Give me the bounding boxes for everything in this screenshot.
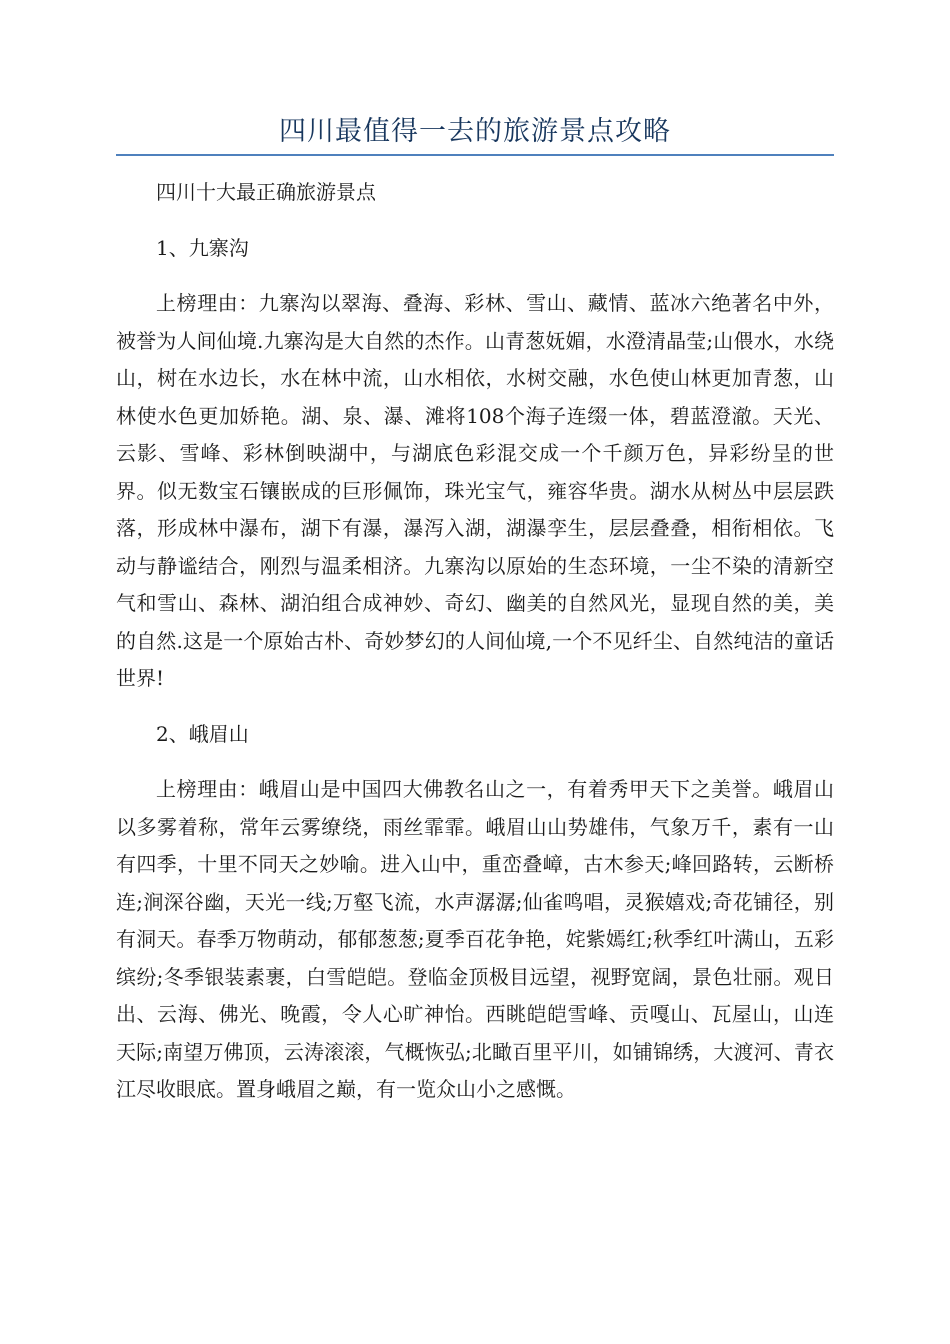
document-body [116, 174, 834, 1109]
document-subtitle: 四川十大最正确旅游景点 [156, 180, 376, 204]
document-title: 四川最值得一去的旅游景点攻略 [279, 116, 671, 147]
section-body-emeishan: 上榜理由：峨眉山是中国四大佛教名山之一，有着秀甲天下之美誉。峨眉山以多雾着称，常年云雾缭绕，雨丝霏霏。峨眉山山势雄伟，气象万千，素有一山有四季，十里不同天之妙喻。进入山中，重峦叠嶂，古木参天;峰回路转，云断桥连;涧深谷幽，天光一线;万壑飞流，水声潺潺;仙雀鸣唱，灵猴嬉戏;奇花铺径，别有洞天。春季万物萌动，郁郁葱葱;夏季百花争艳，姹紫嫣红;秋季红叶满山，五彩缤纷;冬季银装素裹，白雪皑皑。登临金顶极目远望，视野宽阔，景色壮丽。观日出、云海、佛光、晚霞，令人心旷神怡。西眺皑皑雪峰、贡嘎山、瓦屋山，山连天际;南望万佛顶，云涛滚滚，气概恢弘;北瞰百里平川，如铺锦绣，大渡河、青衣江尽收眼底。置身峨眉之巅，有一览众山小之感慨。 [116, 777, 834, 1101]
title-underline [116, 154, 834, 156]
section-heading-jiuzhaigou: 1、九寨沟 [156, 235, 249, 260]
section-body-jiuzhaigou: 上榜理由：九寨沟以翠海、叠海、彩林、雪山、藏情、蓝冰六绝著名中外，被誉为人间仙境.九寨沟是大自然的杰作。山青葱妩媚，水澄清晶莹;山偎水，水绕山，树在水边长，水在林中流，山水相依，水树交融，水色使山林更加青葱，山林使水色更加娇艳。湖、泉、瀑、滩将108个海子连缀一体，碧蓝澄澈。天光、云影、雪峰、彩林倒映湖中，与湖底色彩混交成一个千颜万色，异彩纷呈的世界。似无数宝石镶嵌成的巨形佩饰，珠光宝气，雍容华贵。湖水从树丛中层层跌落，形成林中瀑布，湖下有瀑，瀑泻入湖，湖瀑孪生，层层叠叠，相衔相依。飞动与静谧结合，刚烈与温柔相济。九寨沟以原始的生态环境，一尘不染的清新空气和雪山、森林、湖泊组合成神妙、奇幻、幽美的自然风光，显现自然的美，美的自然.这是一个原始古朴、奇妙梦幻的人间仙境,一个不见纤尘、自然纯洁的童话世界! [116, 291, 834, 690]
section-heading-emeishan: 2、峨眉山 [156, 721, 249, 746]
